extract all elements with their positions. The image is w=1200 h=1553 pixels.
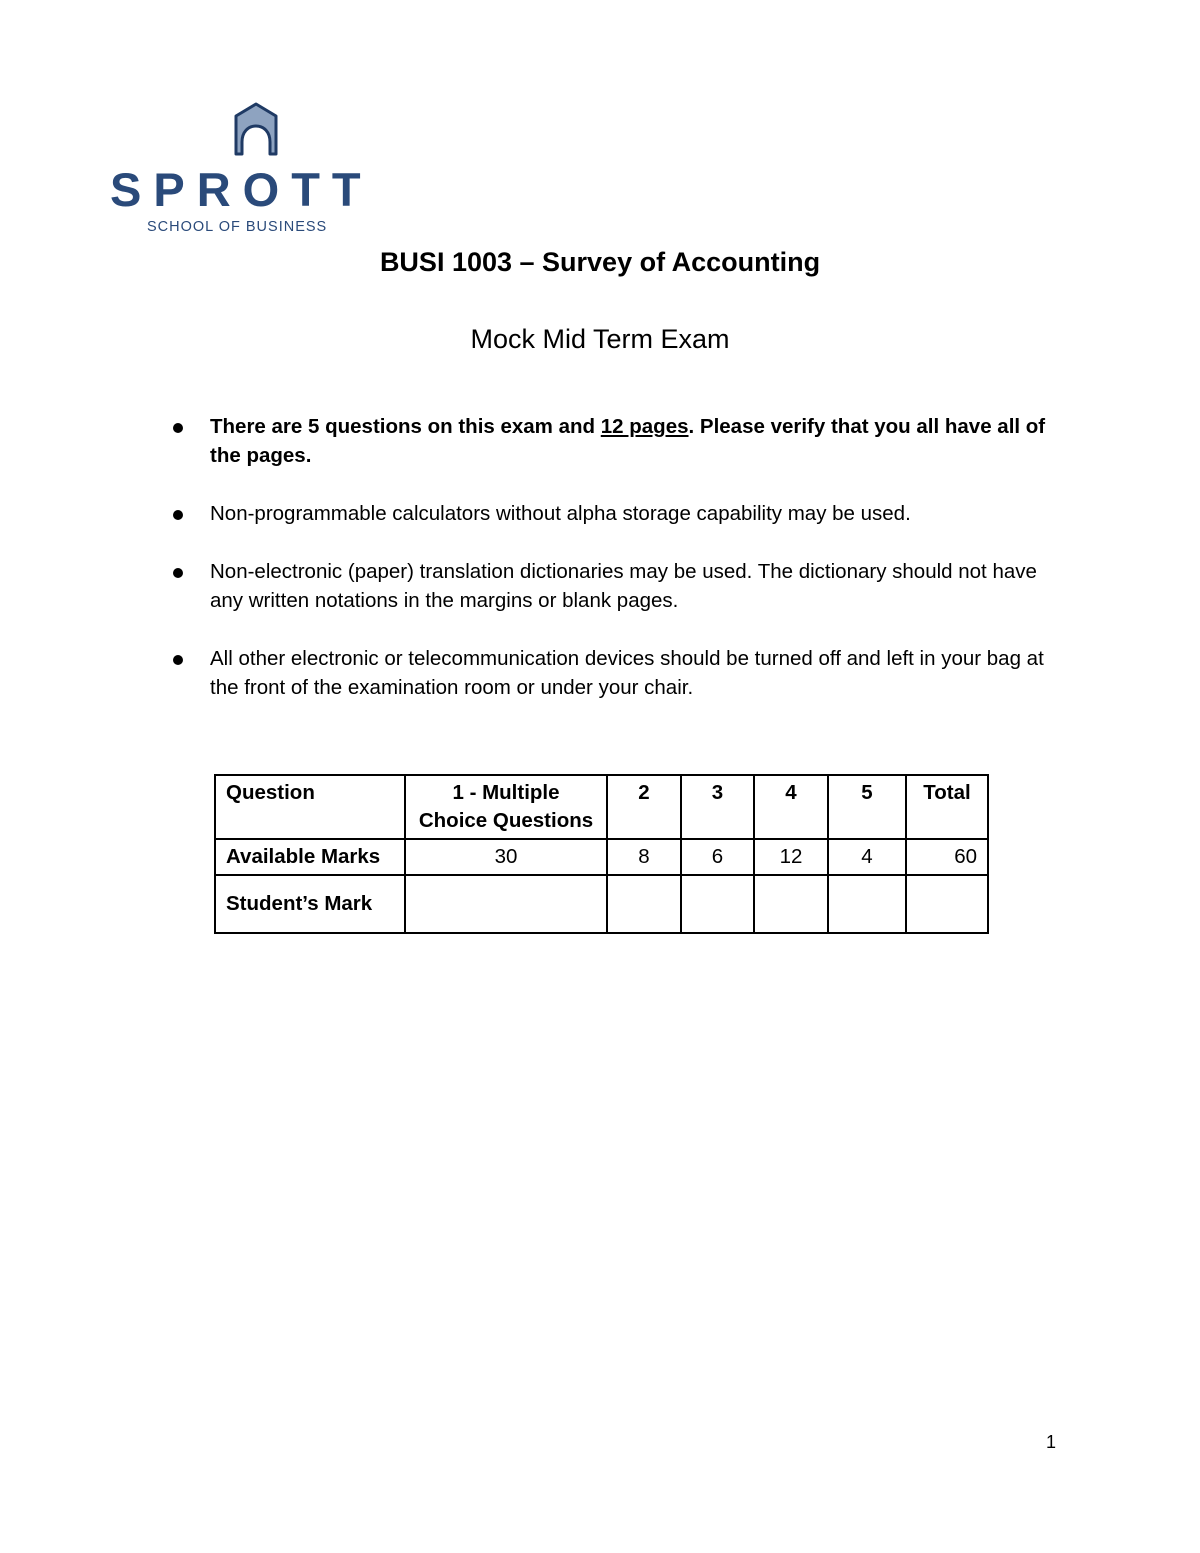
logo-subtitle: SCHOOL OF BUSINESS [147, 219, 328, 235]
table-row [215, 875, 988, 933]
header-q2: 2 [607, 775, 681, 839]
header-q1-line2: Choice Questions [418, 809, 594, 832]
available-q3: 6 [681, 839, 754, 875]
arch-icon [234, 102, 278, 156]
student-q2 [607, 875, 681, 933]
logo-wordmark: SPROTT [110, 163, 373, 216]
header-question: Question [215, 775, 405, 839]
student-q4 [754, 875, 828, 933]
page-number: 1 [1046, 1432, 1057, 1452]
course-title: BUSI 1003 – Survey of Accounting [379, 247, 821, 277]
instruction-item [170, 499, 1050, 528]
student-q5 [828, 875, 906, 933]
available-q2: 8 [607, 839, 681, 875]
instruction-item [170, 644, 1050, 702]
bullet-icon [173, 655, 183, 665]
header-q1 [405, 775, 607, 839]
instruction-text: . Please verify that you all have all of the pages. [210, 415, 1046, 467]
bullet-icon [173, 423, 183, 433]
bullet-icon [173, 568, 183, 578]
instruction-text: Non-programmable calculators without alpha storage capability may be used. [210, 502, 911, 525]
instructions-list [170, 412, 1050, 731]
instruction-text: There are 5 questions on this exam and [210, 415, 601, 438]
student-q1 [405, 875, 607, 933]
student-mark-label: Student’s Mark [215, 875, 405, 933]
instruction-item [170, 557, 1050, 615]
table-row [215, 839, 988, 875]
header-q3: 3 [681, 775, 754, 839]
instruction-text: All other electronic or telecommunication devices should be turned off and left in your bag at the front of the examination room or under your chair. [210, 647, 1044, 699]
available-total: 60 [906, 839, 988, 875]
bullet-icon [173, 510, 183, 520]
instruction-item [170, 412, 1050, 470]
student-total [906, 875, 988, 933]
exam-title: Mock Mid Term Exam [470, 324, 730, 354]
student-q3 [681, 875, 754, 933]
page-count: 12 pages [600, 415, 689, 438]
header-q5: 5 [828, 775, 906, 839]
available-q5: 4 [828, 839, 906, 875]
available-q4: 12 [754, 839, 828, 875]
header-q1-line1: 1 - Multiple [452, 781, 560, 804]
available-marks-label: Available Marks [215, 839, 405, 875]
table-header-row [215, 775, 988, 839]
header-total: Total [906, 775, 988, 839]
sprott-logo [108, 100, 408, 240]
marks-table [214, 774, 989, 934]
header-q4: 4 [754, 775, 828, 839]
instruction-text: Non-electronic (paper) translation dictionaries may be used. The dictionary should not have any written notations in the margins or blank pages. [210, 560, 1037, 612]
available-q1: 30 [405, 839, 607, 875]
